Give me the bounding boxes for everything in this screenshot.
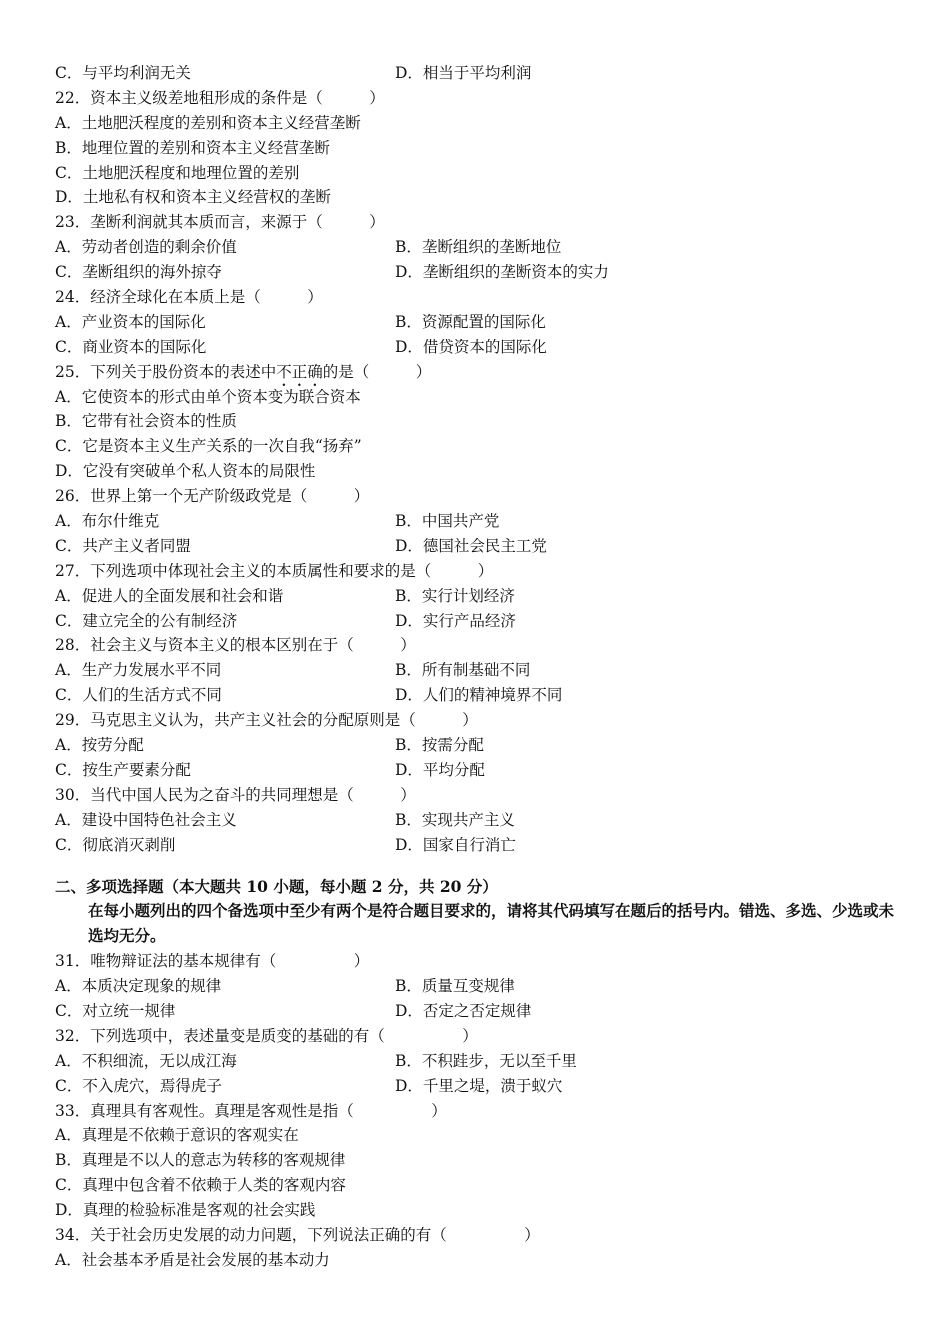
option-d: D．借贷资本的国际化 bbox=[395, 337, 547, 356]
option-a: A．生产力发展水平不同 bbox=[55, 661, 222, 680]
question-25-stem bbox=[55, 360, 905, 385]
option-c: C．建立完全的公有制经济 bbox=[55, 611, 238, 630]
option-a: A．劳动者创造的剩余价值 bbox=[55, 238, 237, 257]
option-b: B．实行计划经济 bbox=[395, 586, 515, 605]
option-d: D．土地私有权和资本主义经营权的垄断 bbox=[55, 188, 331, 207]
option-c: C．垄断组织的海外掠夺 bbox=[55, 263, 222, 282]
option-row bbox=[55, 683, 905, 708]
option-d: D．人们的精神境界不同 bbox=[395, 686, 563, 705]
option-d: D．实行产品经济 bbox=[395, 611, 516, 630]
option-b: B．所有制基础不同 bbox=[395, 661, 531, 680]
option-b: B．垄断组织的垄断地位 bbox=[395, 238, 562, 257]
option-a: A．土地肥沃程度的差别和资本主义经营垄断 bbox=[55, 113, 361, 132]
option-c: C．共产主义者同盟 bbox=[55, 536, 191, 555]
option-b: B．中国共产党 bbox=[395, 512, 500, 531]
option-row bbox=[55, 534, 905, 559]
option-d: D．国家自行消亡 bbox=[395, 835, 516, 854]
stem-text: 25．下列关于股份资本的表述中 bbox=[55, 362, 277, 381]
option-row bbox=[55, 808, 905, 833]
option-d: D．否定之否定规律 bbox=[395, 1001, 532, 1020]
option-row bbox=[55, 260, 905, 285]
option-row bbox=[55, 758, 905, 783]
option-row bbox=[55, 335, 905, 360]
option-row bbox=[55, 833, 905, 858]
option-d: D．它没有突破单个私人资本的局限性 bbox=[55, 462, 316, 481]
option-row bbox=[55, 609, 905, 634]
option-b: B．按需分配 bbox=[395, 736, 484, 755]
option-b: B．资源配置的国际化 bbox=[395, 312, 546, 331]
option-c: C．人们的生活方式不同 bbox=[55, 686, 222, 705]
option-row bbox=[55, 658, 905, 683]
option-a: A．布尔什维克 bbox=[55, 512, 160, 531]
question-30-stem: 30．当代中国人民为之奋斗的共同理想是（ ） bbox=[55, 785, 416, 804]
option-row bbox=[55, 61, 905, 86]
option-b: B．质量互变规律 bbox=[395, 977, 515, 996]
option-b: B．实现共产主义 bbox=[395, 810, 515, 829]
option-a: A．它使资本的形式由单个资本变为联合资本 bbox=[55, 387, 361, 406]
option-b: B．它带有社会资本的性质 bbox=[55, 412, 237, 431]
question-23-stem: 23．垄断利润就其本质而言，来源于（ ） bbox=[55, 213, 385, 232]
option-b: B．不积跬步，无以至千里 bbox=[395, 1051, 577, 1070]
option-row bbox=[55, 974, 905, 999]
option-c: C．不入虎穴，焉得虎子 bbox=[55, 1076, 222, 1095]
option-d: D．垄断组织的垄断资本的实力 bbox=[395, 263, 609, 282]
option-c: C．与平均利润无关 bbox=[55, 64, 191, 82]
question-34-stem: 34．关于社会历史发展的动力问题，下列说法正确的有（ ） bbox=[55, 1226, 540, 1244]
stem-text: 的是（ ） bbox=[322, 362, 432, 381]
question-29-stem: 29．马克思主义认为，共产主义社会的分配原则是（ ） bbox=[55, 711, 478, 730]
option-c: C．彻底消灭剥削 bbox=[55, 835, 176, 854]
question-27-stem: 27．下列选项中体现社会主义的本质属性和要求的是（ ） bbox=[55, 561, 494, 580]
option-a: A．真理是不依赖于意识的客观实在 bbox=[55, 1126, 299, 1145]
option-row bbox=[55, 310, 905, 335]
option-row bbox=[55, 733, 905, 758]
option-a: A．产业资本的国际化 bbox=[55, 312, 206, 331]
option-a: A．建设中国特色社会主义 bbox=[55, 810, 237, 829]
option-d: D．平均分配 bbox=[395, 760, 485, 779]
section-spacer bbox=[55, 858, 905, 875]
option-c: C．对立统一规律 bbox=[55, 1001, 176, 1020]
option-row bbox=[55, 584, 905, 609]
option-a: A．本质决定现象的规律 bbox=[55, 977, 222, 996]
option-d: D．千里之堤，溃于蚁穴 bbox=[395, 1076, 563, 1095]
question-26-stem: 26．世界上第一个无产阶级政党是（ ） bbox=[55, 487, 370, 506]
exam-page bbox=[55, 61, 905, 1273]
section-2-instruction: 在每小题列出的四个备选项中至少有两个是符合题目要求的，请将其代码填写在题后的括号内。错选、多选、少选或未选均无分。 bbox=[88, 901, 895, 946]
option-row bbox=[55, 1074, 905, 1099]
option-a: A．促进人的全面发展和社会和谐 bbox=[55, 586, 284, 605]
question-24-stem: 24．经济全球化在本质上是（ ） bbox=[55, 288, 323, 307]
option-c: C．按生产要素分配 bbox=[55, 760, 191, 779]
option-c: C．商业资本的国际化 bbox=[55, 337, 207, 356]
question-33-stem: 33．真理具有客观性。真理是客观性是指（ ） bbox=[55, 1101, 447, 1120]
section-2-title: 二、多项选择题（本大题共 10 小题，每小题 2 分，共 20 分） bbox=[55, 876, 498, 896]
option-a: A．社会基本矛盾是社会发展的基本动力 bbox=[55, 1250, 330, 1269]
option-row bbox=[55, 235, 905, 260]
question-28-stem: 28．社会主义与资本主义的根本区别在于（ ） bbox=[55, 636, 416, 655]
option-row bbox=[55, 1049, 905, 1074]
emphasis-dotted-text: 不正确 bbox=[276, 362, 323, 381]
option-a: A．按劳分配 bbox=[55, 736, 144, 755]
option-c: C．土地肥沃程度和地理位置的差别 bbox=[55, 163, 300, 182]
question-22-stem: 22．资本主义级差地租形成的条件是（ ） bbox=[55, 88, 385, 107]
option-row bbox=[55, 509, 905, 534]
option-b: B．地理位置的差别和资本主义经营垄断 bbox=[55, 138, 330, 157]
option-d: D．真理的检验标准是客观的社会实践 bbox=[55, 1201, 316, 1220]
option-row bbox=[55, 999, 905, 1024]
option-c: C．真理中包含着不依赖于人类的客观内容 bbox=[55, 1176, 346, 1195]
question-32-stem: 32．下列选项中，表述量变是质变的基础的有（ ） bbox=[55, 1026, 478, 1045]
option-d: D．德国社会民主工党 bbox=[395, 536, 547, 555]
option-b: B．真理是不以人的意志为转移的客观规律 bbox=[55, 1151, 346, 1170]
option-c: C．它是资本主义生产关系的一次自我“扬弃” bbox=[55, 437, 362, 456]
question-31-stem: 31．唯物辩证法的基本规律有（ ） bbox=[55, 952, 370, 971]
option-d: D．相当于平均利润 bbox=[395, 64, 532, 82]
option-a: A．不积细流，无以成江海 bbox=[55, 1051, 237, 1070]
